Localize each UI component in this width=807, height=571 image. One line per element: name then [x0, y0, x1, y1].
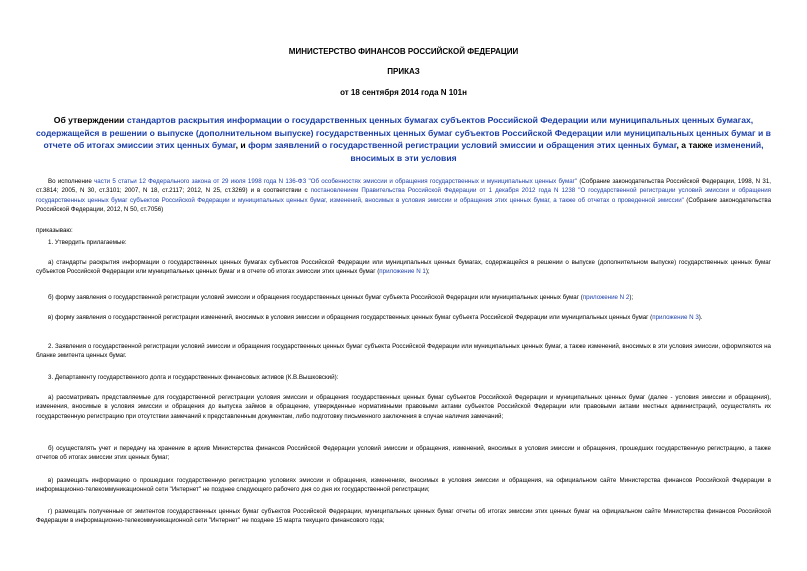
item-1b-text: б) форму заявления о государственной регистрации условий эмиссии и обращения государственных ценных бумаг субъекта Российской Федерации или муниципальных ценных бумаг (: [48, 294, 583, 301]
item-1c: [36, 313, 771, 322]
appendix-2-link[interactable]: приложение N 2: [582, 294, 630, 301]
title-part-2: , и: [235, 140, 249, 150]
item-3v: в) размещать информацию о прошедших государственную регистрацию условиях эмиссии и обращения, изменениях, вносимых в условия эмиссии и обращения, на официальном сайте Министерства финансов Российской Федерации в информационно-телекоммуникационной сети "Интернет" не позднее следующего рабочего дня со дня их государственной регистрации;: [36, 477, 771, 494]
item-1c-text: в) форму заявления о государственной регистрации изменений, вносимых в условия эмиссии и обращения государственных ценных бумаг субъекта Российской Федерации или муниципальных ценных бумаг (: [48, 314, 653, 321]
document-title: [36, 114, 771, 164]
doc-date-number: от 18 сентября 2014 года N 101н: [340, 88, 467, 97]
title-link-forms[interactable]: форм заявлений о государственной регистрации условий эмиссии и обращения этих ценных бумаг: [248, 140, 677, 150]
appendix-1-link[interactable]: приложение N 1: [379, 268, 426, 276]
title-part-1: Об утверждении: [53, 115, 127, 125]
item-1a: [36, 258, 771, 277]
title-link-standards[interactable]: стандартов раскрытия информации о государственных ценных бумагах субъектов Российской Федерации или муниципальных ценных бумагах, содержащейся в решении о выпуске (дополнительном выпуске) государственных ценных бумаг субъектов Российской Федерации или муниципальных ценных бумаг и в отчете об итогах эмиссии этих ценных бумаг: [36, 115, 771, 150]
item-2: 2. Заявления о государственной регистрации условий эмиссии и обращения государственных ценных бумаг субъекта Российской Федерации или муниципальных ценных бумаг, а также изменений, вносимых в эти условия эмиссии, оформляются на бланке эмитента ценных бумаг.: [36, 343, 771, 360]
preamble-text-a: Во исполнение: [48, 178, 95, 185]
doc-type-heading: ПРИКАЗ: [387, 67, 420, 76]
prikazyvayu-text: приказываю:: [36, 227, 73, 234]
item-3a: а) рассматривать представляемые для государственной регистрации условия эмиссии и обращения государственных ценных бумаг субъектов Российской Федерации и муниципальных ценных бумаг (далее - условия эмиссии и обращения), изменения, вносимые в условия эмиссии и обращения до выпуска займов в обращение, утвержденные нормативными правовыми актами субъектов Российской Федерации или правовыми актами местных администраций, осуществлять их государственную регистрацию при отсутствии замечаний к представленным документам, либо подготовку письменного заключения в случае наличия замечаний;: [36, 394, 771, 420]
item-1b: [36, 293, 771, 302]
preamble-link-decree[interactable]: постановлением Правительства Российской Федерации от 1 декабря 2012 года N 1238 "О государственной регистрации условий эмиссии и обращения государственных ценных бумаг субъектов Российской Федерации и муниципальных ценных бумаг, изменений, вносимых в условия эмиссии и обращения этих ценных бумаг, а также об отчетах о проведенной эмиссии": [36, 187, 772, 204]
item-1a-text: а) стандарты раскрытия информации о государственных ценных бумагах субъектов Российской Федерации или муниципальных ценных бумагах, содержащейся в решении о выпуске (дополнительном выпуске) государственных ценных бумаг субъектов Российской Федерации или муниципальных ценных бумаг и в отчете об итогах эмиссии этих ценных бумаг (: [36, 259, 771, 276]
title-link-changes[interactable]: изменений, вносимых в эти условия: [350, 140, 764, 163]
item-1: 1. Утвердить прилагаемые:: [48, 239, 127, 246]
preamble-text-b: (Собрание законодательства Российской Федерации, 1998, N 31, ст.3814; 2005, N 30, ст.3101; 2007, N 18, ст.2117; 2012, N 25, ст.3269) и в соответствии с: [36, 178, 771, 195]
preamble-text-c: (Собрание законодательства Российской Федерации, 2012, N 50, ст.7056): [36, 196, 772, 214]
item-3: 3. Департаменту государственного долга и государственных финансовых активов (К.В.Вышковский):: [48, 374, 339, 381]
item-1a-end: );: [425, 268, 430, 276]
title-part-3: , а также: [676, 140, 715, 150]
preamble-link-law[interactable]: части 5 статьи 12 Федерального закона от 29 июля 1998 года N 136-ФЗ "Об особенностях эмиссии и обращения государственных и муниципальных ценных бумаг": [94, 178, 578, 185]
item-1b-end: );: [629, 294, 634, 301]
preamble-paragraph: [36, 177, 771, 215]
item-3b: б) осуществлять учет и передачу на хранение в архив Министерства финансов Российской Федерации условий эмиссии и обращения, изменений, вносимых в условия эмиссии и обращения, прошедших государственную регистрацию, а также отчетов об итогах эмиссии этих ценных бумаг;: [36, 445, 771, 462]
ministry-heading: МИНИСТЕРСТВО ФИНАНСОВ РОССИЙСКОЙ ФЕДЕРАЦИИ: [288, 47, 519, 56]
appendix-3-link[interactable]: приложение N 3: [652, 314, 699, 321]
item-3g: г) размещать полученные от эмитентов государственных ценных бумаг субъектов Российской Федерации, муниципальных ценных бумаг отчеты об итогах эмиссии этих ценных бумаг на официальном сайте Министерства финансов Российской Федерации в информационно-телекоммуникационной сети "Интернет" не позднее 15 марта текущего финансового года;: [36, 508, 771, 525]
item-1c-end: ).: [698, 314, 703, 321]
